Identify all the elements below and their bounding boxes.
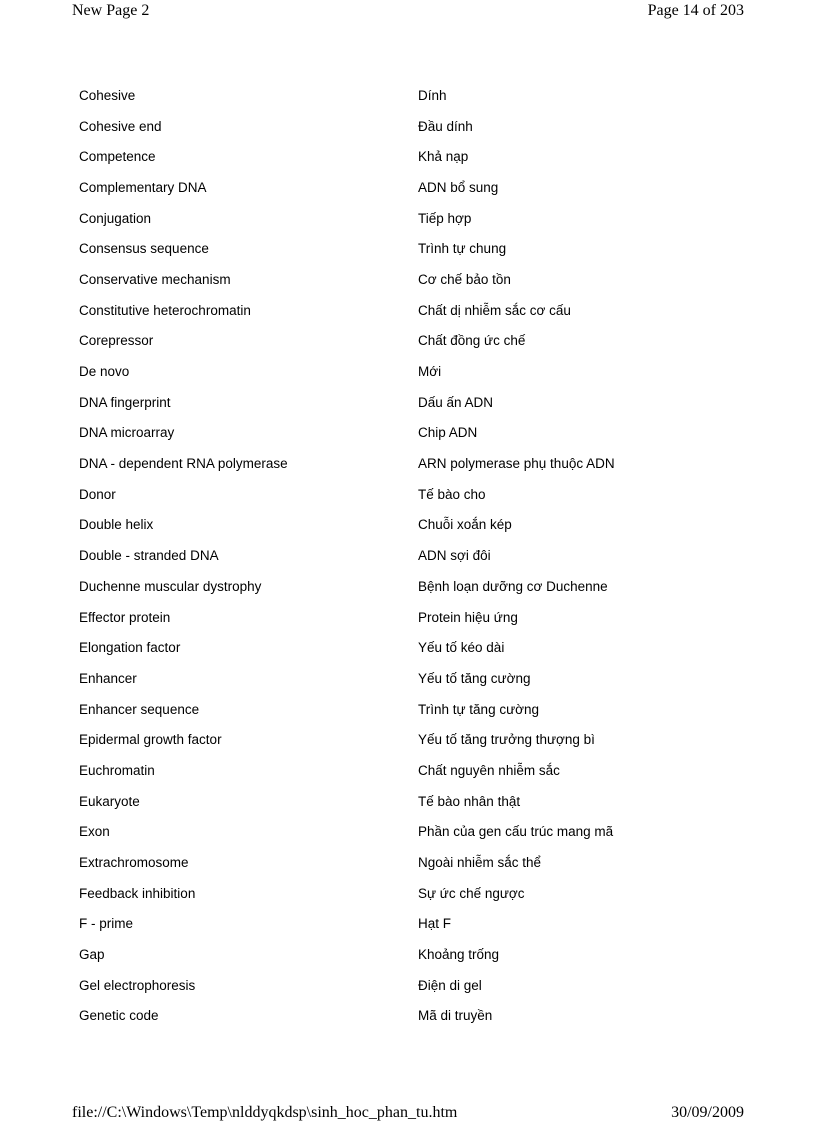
glossary-row <box>79 172 759 203</box>
english-term: Cohesive <box>79 87 136 103</box>
english-term: Consensus sequence <box>79 241 209 257</box>
glossary-row <box>79 970 759 1001</box>
vietnamese-translation: Phần của gen cấu trúc mang mã <box>418 824 614 840</box>
vietnamese-translation: Yếu tố tăng trưởng thượng bì <box>418 732 595 748</box>
english-term: DNA - dependent RNA polymerase <box>79 456 288 472</box>
english-term: Elongation factor <box>79 640 181 656</box>
vietnamese-translation: Chip ADN <box>418 425 478 441</box>
vietnamese-translation: Trình tự tăng cường <box>418 701 539 717</box>
glossary-row <box>79 755 759 786</box>
vietnamese-translation: Bệnh loạn dưỡng cơ Duchenne <box>418 578 608 594</box>
glossary-row <box>79 571 759 602</box>
english-term: Duchenne muscular dystrophy <box>79 578 262 594</box>
glossary-row <box>79 295 759 326</box>
vietnamese-translation: ARN polymerase phụ thuộc ADN <box>418 456 615 472</box>
glossary-row <box>79 847 759 878</box>
glossary-row <box>79 264 759 295</box>
english-term: Enhancer <box>79 670 137 686</box>
english-term: Epidermal growth factor <box>79 732 222 748</box>
vietnamese-translation: Tế bào nhân thật <box>418 793 521 809</box>
english-term: Genetic code <box>79 1008 159 1024</box>
glossary-row <box>79 724 759 755</box>
page-title: New Page 2 <box>72 2 150 19</box>
english-term: Cohesive end <box>79 118 162 134</box>
vietnamese-translation: Cơ chế bảo tồn <box>418 271 511 287</box>
vietnamese-translation: Tiếp hợp <box>418 210 472 226</box>
glossary-row <box>79 387 759 418</box>
print-date: 30/09/2009 <box>671 1104 744 1121</box>
glossary-row <box>79 1001 759 1032</box>
file-path: file://C:\Windows\Temp\nlddyqkdsp\sinh_hoc_phan_tu.htm <box>72 1104 458 1121</box>
glossary-row <box>79 632 759 663</box>
vietnamese-translation: Chất nguyên nhiễm sắc <box>418 762 560 778</box>
english-term: Feedback inhibition <box>79 885 196 901</box>
english-term: Double helix <box>79 517 154 533</box>
vietnamese-translation: Chất dị nhiễm sắc cơ cấu <box>418 302 571 318</box>
vietnamese-translation: Trình tự chung <box>418 241 507 257</box>
print-footer <box>72 1103 744 1123</box>
glossary-row <box>79 939 759 970</box>
vietnamese-translation: ADN bổ sung <box>418 179 499 195</box>
english-term: DNA fingerprint <box>79 394 171 410</box>
english-term: Complementary DNA <box>79 179 207 195</box>
glossary-row <box>79 878 759 909</box>
english-term: Effector protein <box>79 609 171 625</box>
glossary-row <box>79 80 759 111</box>
vietnamese-translation: Yếu tố kéo dài <box>418 640 505 656</box>
english-term: F - prime <box>79 916 133 932</box>
english-term: Competence <box>79 149 156 165</box>
glossary-row <box>79 203 759 234</box>
vietnamese-translation: Tế bào cho <box>418 486 486 502</box>
vietnamese-translation: Hạt F <box>418 916 452 932</box>
english-term: Euchromatin <box>79 762 155 778</box>
english-term: Corepressor <box>79 333 154 349</box>
english-term: DNA microarray <box>79 425 175 441</box>
glossary-row <box>79 694 759 725</box>
glossary-row <box>79 448 759 479</box>
english-term: Constitutive heterochromatin <box>79 302 251 318</box>
english-term: Extrachromosome <box>79 855 189 871</box>
vietnamese-translation: Sự ức chế ngược <box>418 885 525 901</box>
page-number: Page 14 of 203 <box>647 2 744 19</box>
glossary-row <box>79 786 759 817</box>
vietnamese-translation: Chất đồng ức chế <box>418 333 526 349</box>
english-term: Eukaryote <box>79 793 140 809</box>
vietnamese-translation: Ngoài nhiễm sắc thể <box>418 855 542 871</box>
english-term: Gel electrophoresis <box>79 977 196 993</box>
english-term: Conjugation <box>79 210 152 226</box>
glossary-row <box>79 479 759 510</box>
vietnamese-translation: Dấu ấn ADN <box>418 394 494 410</box>
vietnamese-translation: Dính <box>418 87 447 103</box>
vietnamese-translation: Khoảng trống <box>418 947 500 963</box>
english-term: Enhancer sequence <box>79 701 200 717</box>
print-header <box>72 1 744 21</box>
glossary-row <box>79 909 759 940</box>
glossary-row <box>79 111 759 142</box>
english-term: Gap <box>79 947 105 963</box>
vietnamese-translation: Đầu dính <box>418 118 473 134</box>
english-term: De novo <box>79 364 130 380</box>
glossary-row <box>79 540 759 571</box>
english-term: Donor <box>79 486 116 502</box>
glossary-row <box>79 663 759 694</box>
glossary-row <box>79 817 759 848</box>
glossary-row <box>79 418 759 449</box>
glossary-row <box>79 356 759 387</box>
glossary-row <box>79 233 759 264</box>
vietnamese-translation: ADN sợi đôi <box>418 548 491 564</box>
vietnamese-translation: Chuỗi xoắn kép <box>418 517 512 533</box>
vietnamese-translation: Khả nạp <box>418 149 469 165</box>
vietnamese-translation: Mới <box>418 364 442 380</box>
glossary-row <box>79 326 759 357</box>
english-term: Exon <box>79 824 110 840</box>
vietnamese-translation: Mã di truyền <box>418 1008 493 1024</box>
glossary-row <box>79 510 759 541</box>
glossary-table <box>79 80 759 1031</box>
glossary-row <box>79 602 759 633</box>
vietnamese-translation: Protein hiệu ứng <box>418 609 518 625</box>
glossary-row <box>79 141 759 172</box>
english-term: Conservative mechanism <box>79 271 231 287</box>
vietnamese-translation: Điện di gel <box>418 977 482 993</box>
vietnamese-translation: Yếu tố tăng cường <box>418 670 531 686</box>
english-term: Double - stranded DNA <box>79 548 219 564</box>
